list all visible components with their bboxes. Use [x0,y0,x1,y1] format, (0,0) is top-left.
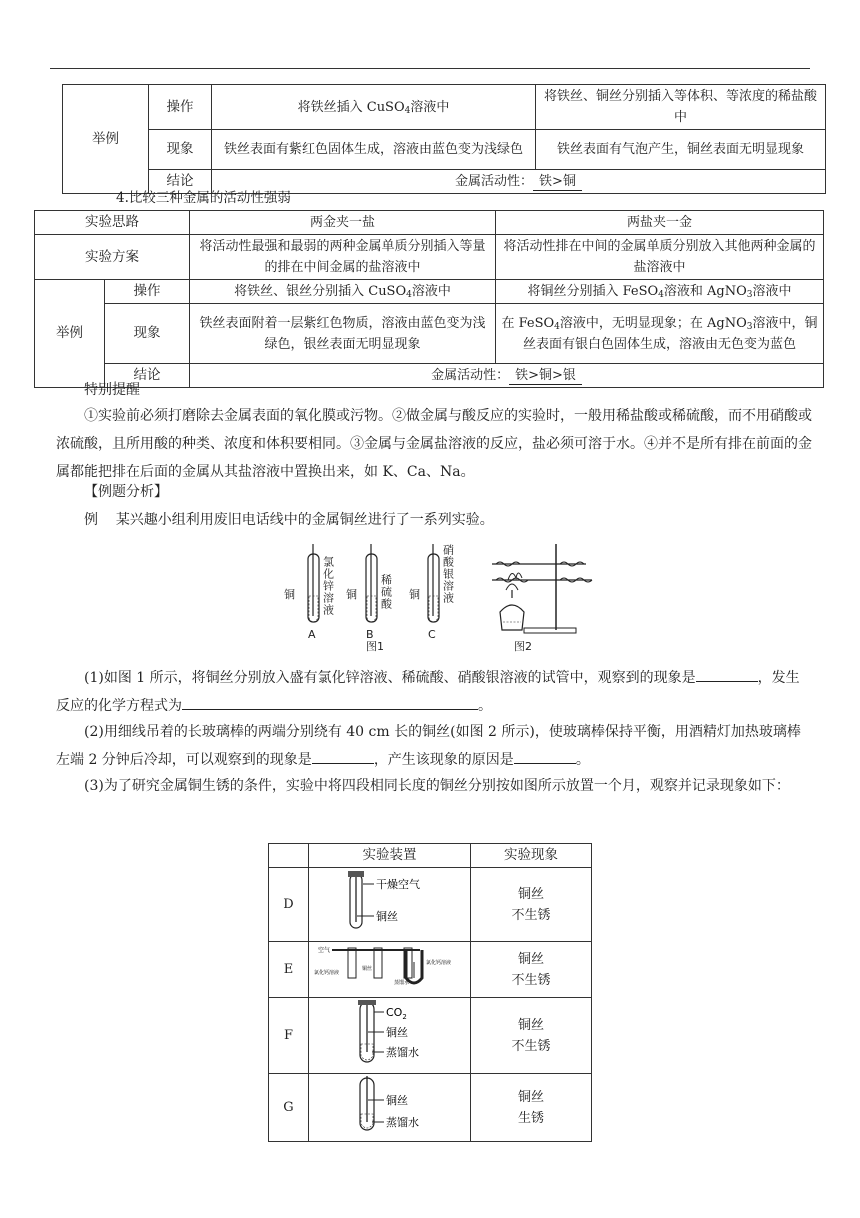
row-id-g: G [269,1074,309,1142]
g-water: 蒸馏水 [385,1116,419,1129]
operation-right: 将铜丝分别插入 FeSO$_4$溶液和 AgNO$_3$溶液中 [496,280,824,304]
corner-cell [269,844,309,868]
conclusion-label: 结论 [105,364,190,388]
example-header: 【例题分析】 [84,484,168,500]
section-4-title: 4.比较三种金属的活动性强弱 [116,190,291,206]
phenomenon-left: 铁丝表面附着一层紫红色物质，溶液由蓝色变为浅绿色，银丝表面无明显现象 [190,304,496,364]
f-copper: 铜丝 [385,1026,408,1039]
fig-caption-2: 图2 [514,640,532,652]
idea-label: 实验思路 [35,211,190,235]
q2-blank-2[interactable] [514,763,576,764]
fig-c-copper: 铜 [409,588,420,601]
q2-blank-1[interactable] [312,763,374,764]
f-co2: $CO_2$ [385,1006,407,1021]
phenomenon-label: 现象 [149,130,212,170]
plan-left: 将活动性最强和最弱的两种金属单质分别插入等量的排在中间金属的盐溶液中 [190,235,496,280]
question-1: (1)如图 1 所示，将铜丝分别放入盛有氯化锌溶液、稀硫酸、硝酸银溶液的试管中，观察到的现象是 ，发生反应的化学方程式为 。 [56,670,800,714]
device-f [309,998,471,1074]
plan-right: 将活动性排在中间的金属单质分别放入其他两种金属的盐溶液中 [496,235,824,280]
phenomenon-label: 现象 [105,304,190,364]
phen-d: 铜丝 不生锈 [471,868,592,942]
fig-b-copper: 铜 [346,588,357,601]
table-iron-copper [62,84,826,194]
plan-label: 实验方案 [35,235,190,280]
table-three-metals [34,210,824,388]
q1-blank-2[interactable] [182,709,478,710]
f-water: 蒸馏水 [385,1046,419,1059]
table-rust-experiment [268,843,592,1142]
q1-blank-1[interactable] [696,681,758,682]
e-copper: 铜丝 [361,966,372,972]
phenomenon-left: 铁丝表面有紫红色固体生成，溶液由蓝色变为浅绿色 [212,130,536,170]
example-label: 举例 [35,280,105,388]
phenomenon-right: 铁丝表面有气泡产生，铜丝表面无明显现象 [536,130,826,170]
fig-a-copper: 铜 [284,588,295,601]
idea-right: 两盐夹一金 [496,211,824,235]
fig-b-letter: B [366,628,374,641]
note-body: ①实验前必须打磨除去金属表面的氧化膜或污物。②做金属与酸反应的实验时，一般用稀盐酸或稀硫酸，而不用硝酸或浓硫酸，且所用酸的种类、浓度和体积要相同。③金属与金属盐溶液的反应，盐必须可溶于水。④并不是所有排在前面的金属都能把排在后面的金属从其盐溶液中置换出来，如 K、Ca、Na。 [56,408,812,480]
fig-b-solution: 稀硫酸 [379,574,393,610]
d-label-air: 干燥空气 [375,878,420,891]
device-d [309,868,471,942]
row-id-e: E [269,942,309,998]
figure-1-2 [270,540,600,652]
operation-left: 将铁丝插入 CuSO$_4$溶液中 [212,85,536,130]
example-intro [84,508,784,532]
example-tag: 例 [84,512,98,528]
fig-a-letter: A [308,628,316,641]
conclusion: 金属活动性： 铁>铜>银 [190,364,824,388]
question-3: (3)为了研究金属铜生锈的条件，实验中将四段相同长度的铜丝分别按如图所示放置一个月，观察并记录现象如下： [84,778,790,794]
d-label-copper: 铜丝 [375,910,398,923]
conclusion: 金属活动性： 铁>铜 [212,170,826,194]
header-phenomenon: 实验现象 [471,844,592,868]
fig-a-solution: 氯化锌溶液 [321,556,335,616]
operation-right: 将铁丝、铜丝分别插入等体积、等浓度的稀盐酸中 [536,85,826,130]
operation-label: 操作 [105,280,190,304]
e-water: 蒸馏水 [393,980,409,986]
fig-c-letter: C [428,628,436,641]
e-cacl-right: 氯化钙溶液 [425,960,451,966]
operation-label: 操作 [149,85,212,130]
idea-left: 两金夹一盐 [190,211,496,235]
top-rule [50,68,810,69]
example-intro-text: 某兴趣小组利用废旧电话线中的金属铜丝进行了一系列实验。 [115,512,494,528]
note-title: 特别提醒 [84,382,140,398]
fig-caption-1: 图1 [366,640,384,652]
row-id-f: F [269,998,309,1074]
conclusion-label: 结论 [149,170,212,194]
phen-g: 铜丝 生锈 [471,1074,592,1142]
e-cacl-left: 氯化钙溶液 [313,970,339,976]
example-label: 举例 [63,85,149,194]
fig-c-solution: 硝酸银溶液 [441,544,455,604]
phen-e: 铜丝 不生锈 [471,942,592,998]
device-g [309,1074,471,1142]
question-2: (2)用细线吊着的长玻璃棒的两端分别绕有 40 cm 长的铜丝(如图 2 所示)，使玻璃棒保持平衡，用酒精灯加热玻璃棒左端 2 分钟后冷却，可以观察到的现象是 ，产生该现象的原因是 。 [56,724,801,768]
phenomenon-right: 在 FeSO$_4$溶液中，无明显现象；在 AgNO$_3$溶液中，铜丝表面有银白色固体生成，溶液由无色变为蓝色 [496,304,824,364]
operation-left: 将铁丝、银丝分别插入 CuSO$_4$溶液中 [190,280,496,304]
row-id-d: D [269,868,309,942]
phen-f: 铜丝 不生锈 [471,998,592,1074]
g-copper: 铜丝 [385,1094,408,1107]
e-air: 空气 [317,947,330,954]
device-e [309,942,471,998]
header-device: 实验装置 [309,844,471,868]
